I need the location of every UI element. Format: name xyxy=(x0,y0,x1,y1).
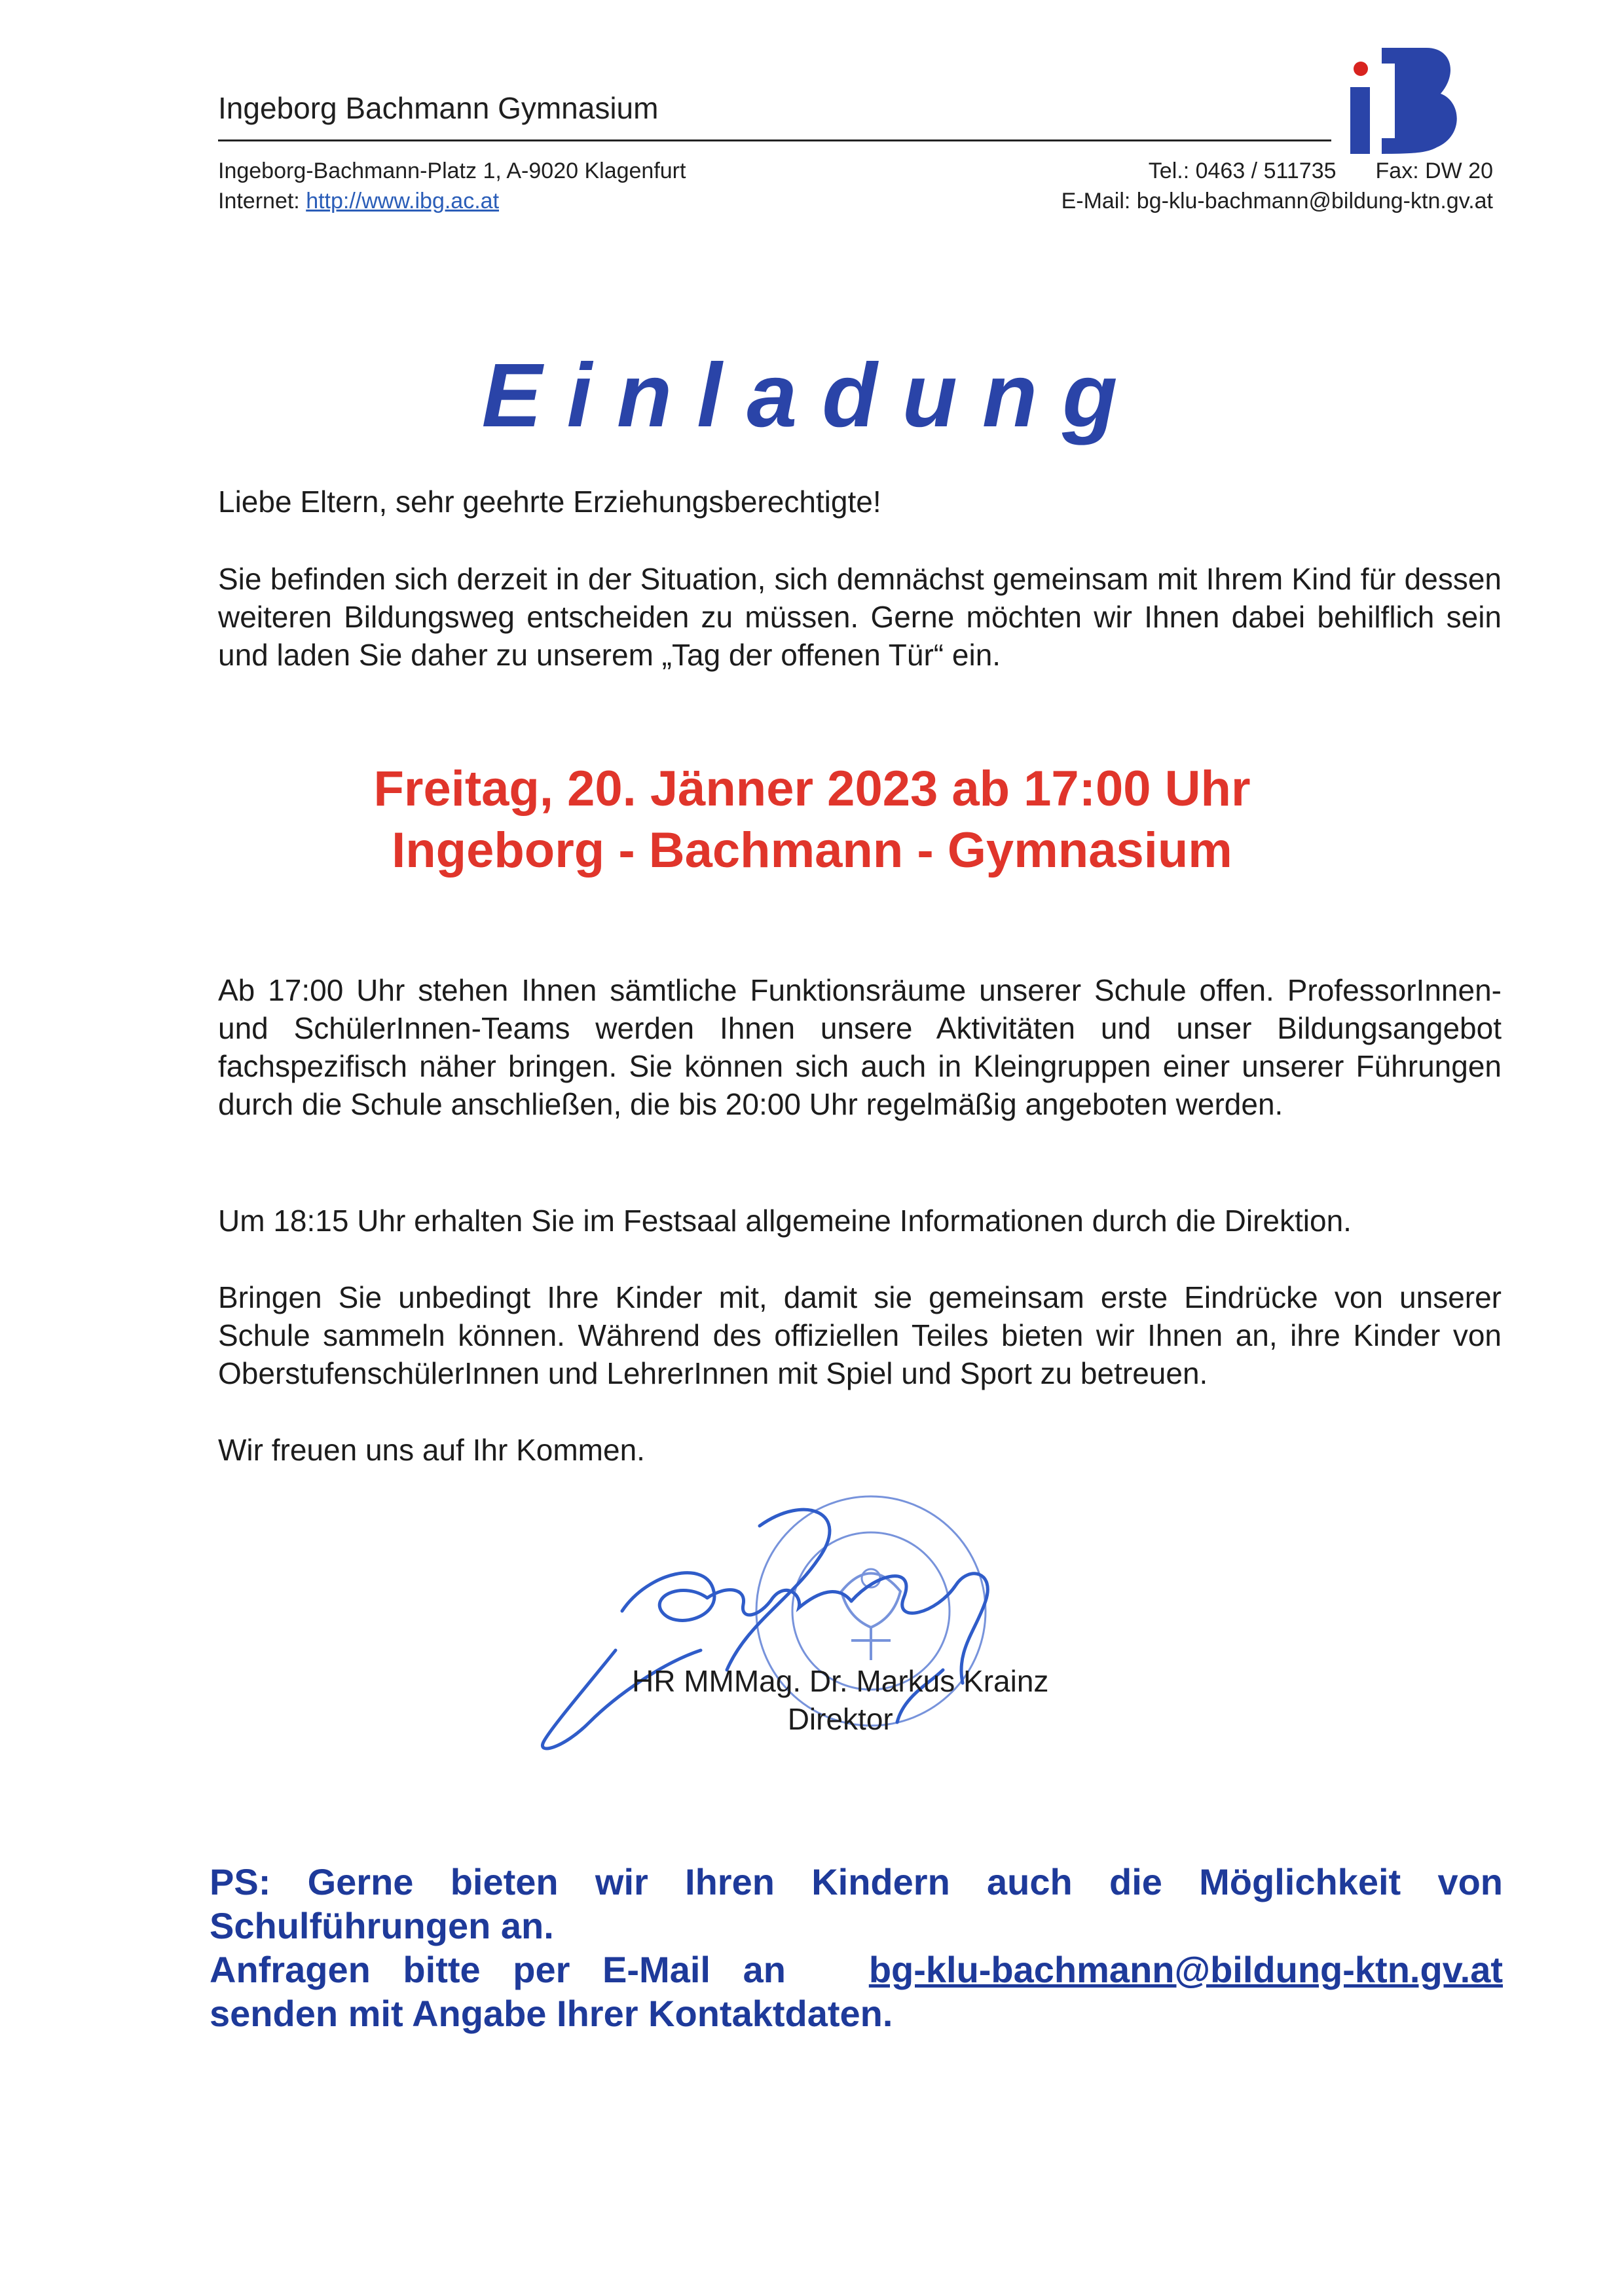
postscript-request-word: E-Mail xyxy=(602,1949,710,1990)
contact-block xyxy=(1061,156,1493,216)
signatory-block xyxy=(632,1662,1048,1738)
fax-number: Fax: DW 20 xyxy=(1375,158,1493,183)
logo-i-stem xyxy=(1350,87,1370,154)
school-name: Ingeborg Bachmann Gymnasium xyxy=(218,91,659,125)
event-details xyxy=(0,758,1624,881)
postscript-request-word: an xyxy=(743,1949,786,1990)
event-location: Ingeborg - Bachmann - Gymnasium xyxy=(392,823,1232,878)
internet-line xyxy=(218,186,686,216)
postscript-request-word: bitte xyxy=(403,1949,481,1990)
postscript-request-text xyxy=(210,1948,786,1991)
postscript-block xyxy=(210,1860,1503,2035)
logo-dot xyxy=(1354,62,1368,76)
page-title: Einladung xyxy=(481,345,1143,446)
salutation: Liebe Eltern, sehr geehrte Erziehungsberechtigte! xyxy=(218,485,881,519)
closing-line: Wir freuen uns auf Ihr Kommen. xyxy=(218,1433,645,1467)
postscript-line-1: PS: Gerne bieten wir Ihren Kindern auch die Möglichkeit von Schulführungen an. xyxy=(210,1861,1503,1946)
postscript-request-word: per xyxy=(513,1949,570,1990)
address-block xyxy=(218,156,686,216)
postscript-request-word: Anfragen xyxy=(210,1949,371,1990)
phone-number: Tel.: 0463 / 511735 xyxy=(1148,158,1337,183)
school-logo xyxy=(1336,36,1464,167)
signatory-role: Direktor xyxy=(787,1702,893,1736)
event-date: Freitag, 20. Jänner 2023 ab 17:00 Uhr xyxy=(373,761,1251,817)
header-email: E-Mail: bg-klu-bachmann@bildung-ktn.gv.at xyxy=(1061,189,1493,213)
internet-label: Internet: xyxy=(218,189,300,213)
postscript-line-2 xyxy=(210,1948,1503,1991)
signatory-name: HR MMMag. Dr. Markus Krainz xyxy=(632,1664,1049,1698)
postscript-line-3: senden mit Angabe Ihrer Kontaktdaten. xyxy=(210,1993,893,2034)
phone-fax-line xyxy=(1061,156,1493,186)
address-line: Ingeborg-Bachmann-Platz 1, A-9020 Klagenfurt xyxy=(218,158,686,183)
open-house-paragraph: Ab 17:00 Uhr stehen Ihnen sämtliche Funktionsräume unserer Schule offen. ProfessorInnen- und SchülerInnen-Teams werden Ihnen unsere Aktivitäten und unser Bildungsangebot fachspezifisch näher bringen. Sie können sich auch in Kleingruppen einer unserer Führungen durch die Schule anschließen, die bis 20:00 Uhr regelmäßig angeboten werden. xyxy=(218,973,1502,1121)
website-link[interactable]: http://www.ibg.ac.at xyxy=(306,189,500,213)
header-divider xyxy=(218,139,1331,141)
postscript-email-link[interactable]: bg-klu-bachmann@bildung-ktn.gv.at xyxy=(868,1949,1503,1990)
logo-b-shape xyxy=(1382,48,1457,154)
children-paragraph: Bringen Sie unbedingt Ihre Kinder mit, damit sie gemeinsam erste Eindrücke von unserer Schule sammeln können. Während des offiziellen Teiles bieten wir Ihnen an, ihre Kinder von OberstufenschülerInnen und LehrerInnen mit Spiel und Sport zu betreuen. xyxy=(218,1280,1502,1390)
intro-paragraph: Sie befinden sich derzeit in der Situation, sich demnächst gemeinsam mit Ihrem Kind für dessen weiteren Bildungsweg entscheiden zu müssen. Gerne möchten wir Ihnen dabei behilflich sein und laden Sie daher zu unserem „Tag der offenen Tür“ ein. xyxy=(218,562,1502,672)
info-paragraph: Um 18:15 Uhr erhalten Sie im Festsaal allgemeine Informationen durch die Direktion. xyxy=(218,1204,1352,1238)
